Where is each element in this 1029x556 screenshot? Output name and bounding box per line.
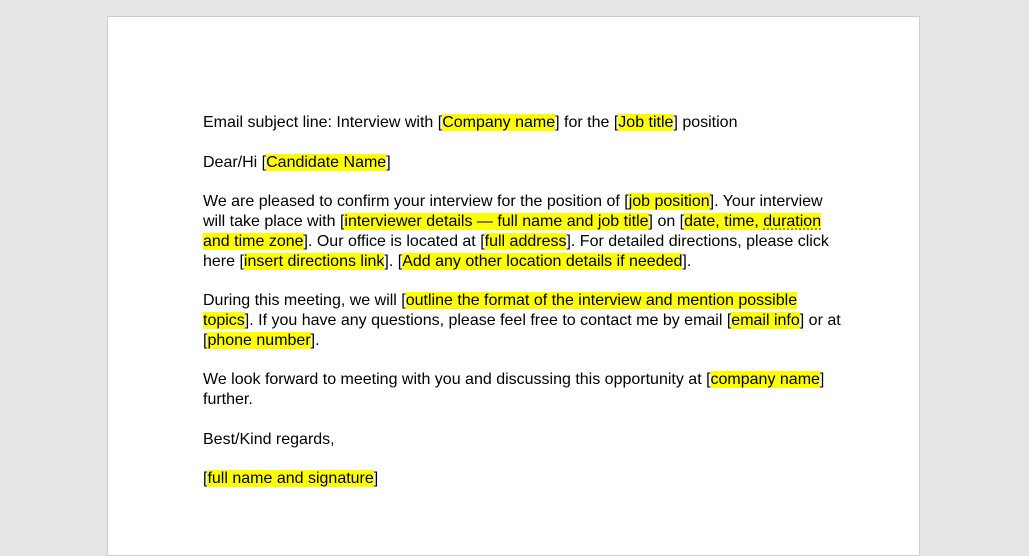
placeholder-candidate-name: Candidate Name xyxy=(266,153,387,171)
para1-text-5: ]. For detailed directions, please click here [ xyxy=(203,232,829,270)
para3-text-1: We look forward to meeting with you and discussing this opportunity at [ xyxy=(203,371,711,389)
para1-text-1: We are pleased to confirm your interview for the position of [ xyxy=(203,193,629,211)
sign-off-line: Best/Kind regards, xyxy=(203,430,335,448)
placeholder-company-name-2: company name xyxy=(710,371,820,389)
closing-paragraph xyxy=(203,370,843,410)
placeholder-date-time-b: duration xyxy=(763,212,822,230)
para3-text-2: ] further. xyxy=(203,371,825,409)
para1-text-2: ]. Your interview will take place with [ xyxy=(203,193,823,230)
signature-text-1: [ xyxy=(203,470,208,488)
para1-text-4: ]. Our office is located at [ xyxy=(303,232,485,250)
placeholder-location-details: Add any other location details if needed xyxy=(402,252,683,270)
placeholder-company-name: Company name xyxy=(442,114,556,131)
placeholder-email-info: email info xyxy=(731,311,800,329)
para2-text-2: ]. If you have any questions, please feel free to contact me by email [ xyxy=(244,311,732,329)
placeholder-directions-link: insert directions link xyxy=(243,252,385,270)
document-page xyxy=(107,16,920,556)
placeholder-phone-number: phone number xyxy=(207,331,311,349)
subject-text-1: Email subject line: Interview with [ xyxy=(203,114,443,131)
subject-text-3: ] position xyxy=(673,114,738,131)
para2-text-3: ] or at [ xyxy=(203,311,841,349)
signature-text-2: ] xyxy=(373,470,379,488)
placeholder-job-title: Job title xyxy=(618,114,674,131)
placeholder-interview-format: outline the format of the interview and mention possible topics xyxy=(203,292,798,329)
email-subject-line xyxy=(203,113,843,133)
greeting-text-1: Dear/Hi [ xyxy=(203,153,267,171)
greeting-line xyxy=(203,153,843,173)
para2-text-4: ]. xyxy=(310,331,320,349)
para1-text-3: ] on [ xyxy=(648,212,685,230)
signature-line xyxy=(203,469,843,489)
placeholder-full-name-signature: full name and signature xyxy=(207,470,374,488)
meeting-format-paragraph xyxy=(203,291,843,350)
placeholder-interviewer-details: interviewer details — full name and job title xyxy=(344,212,649,230)
interview-details-paragraph xyxy=(203,192,843,271)
document-body[interactable] xyxy=(203,113,843,509)
placeholder-job-position: job position xyxy=(628,193,710,211)
placeholder-full-address: full address xyxy=(484,232,567,250)
placeholder-date-time-a: date, time, xyxy=(684,212,764,230)
para1-text-7: ]. xyxy=(682,252,692,270)
placeholder-date-time-c: and time zone xyxy=(203,232,304,250)
para2-text-1: During this meeting, we will [ xyxy=(203,292,406,310)
greeting-text-2: ] xyxy=(386,153,391,171)
subject-text-2: ] for the [ xyxy=(555,114,619,131)
para1-text-6: ]. [ xyxy=(384,252,403,270)
